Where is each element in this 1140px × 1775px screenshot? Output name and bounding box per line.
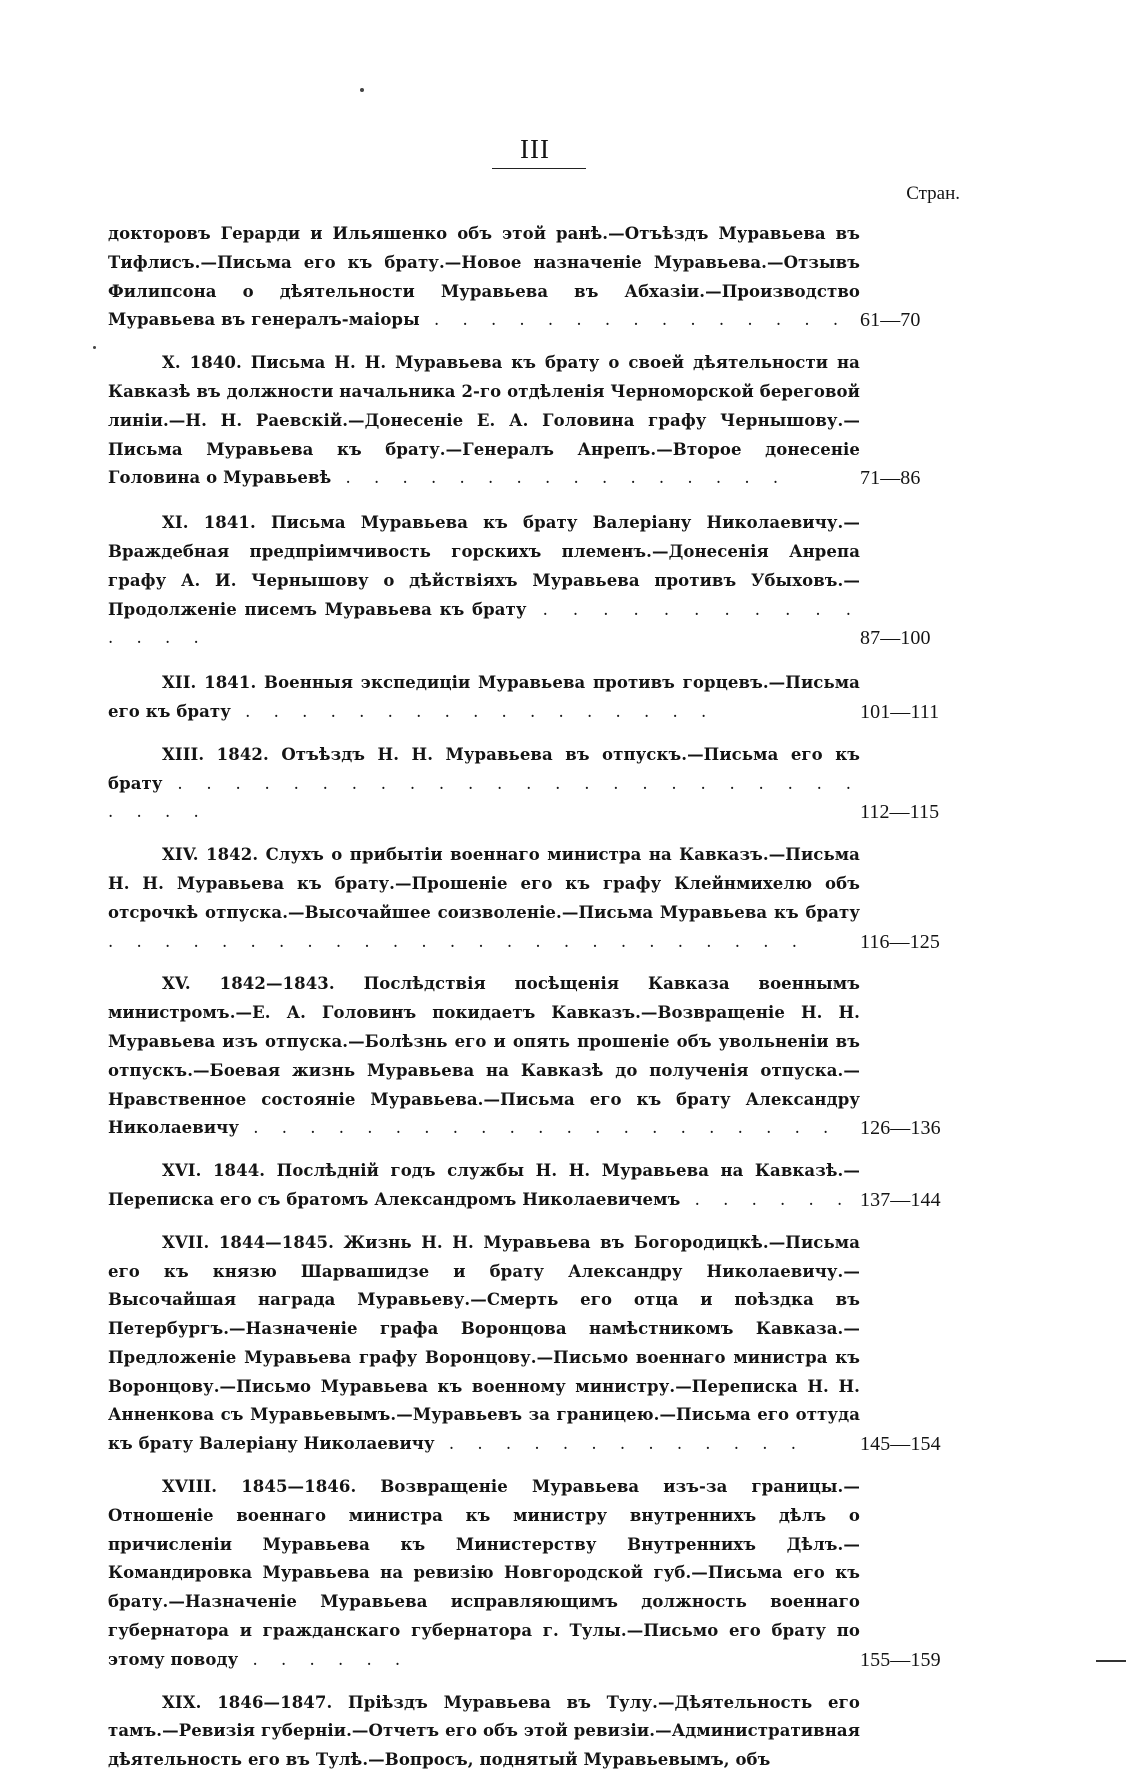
entry-pages: 61—70 <box>860 309 921 332</box>
dot-leader: . . . . . . . . . . . . . . . . . <box>230 701 716 721</box>
dot-leader: . . . . . . . . . . . . . . . <box>419 310 848 330</box>
page-number: III <box>520 134 550 164</box>
chapter-year: 1842. <box>206 845 259 865</box>
chapter-numeral: XVII. <box>162 1232 210 1252</box>
dot-leader: . . . . . . <box>238 1649 410 1669</box>
chapter-year: 1844. <box>212 1161 266 1181</box>
chapter-numeral: XVIII. <box>162 1477 218 1497</box>
scan-speck <box>360 88 364 92</box>
entry-text: Письма Муравьева къ брату Валеріану Николаевичу.—Враждебная предпріимчивость горскихъ племенъ.—Донесенія Анрепа графу А. И. Чернышову о дѣйствіяхъ Муравьева противъ Убыховъ.—Продолженіе писемъ Муравьева къ брату <box>108 513 860 619</box>
toc-entry <box>108 970 960 1143</box>
chapter-year: 1841. <box>203 513 256 533</box>
entry-text: Письма Н. Н. Муравьева къ брату о своей дѣятельности на Кавказѣ въ должности начальника 2-го отдѣленія Черноморской береговой линіи.—Н. Н. Раевскій.—Донесеніе Е. А. Головина графу Чернышову.—Письма Муравьева къ брату.—Генералъ Анрепъ.—Второе донесеніе Головина о Муравьевѣ <box>108 353 860 488</box>
entry-text: Послѣдствія посѣщенія Кавказа военнымъ министромъ.—Е. А. Головинъ покидаетъ Кавказъ.—Возвращеніе Н. Н. Муравьева изъ отпуска.—Болѣзнь его и опять прошеніе объ увольненіи въ отпускъ.—Боевая жизнь Муравьева на Кавказѣ до полученія отпуска.—Нравственное состояніе Муравьева.—Письма его къ брату Александру Николаевичу <box>108 974 860 1138</box>
chapter-year: 1842. <box>216 744 269 764</box>
entry-pages: 71—86 <box>860 467 921 490</box>
entry-text: Пріѣздъ Муравьева въ Тулу.—Дѣятельность его тамъ.—Ревизія губерніи.—Отчетъ его объ этой ревизіи.—Административная дѣятельность его въ Тулѣ.—Вопросъ, поднятый Муравьевымъ, объ <box>108 1692 860 1770</box>
entry-text: Возвращеніе Муравьева изъ-за границы.—Отношеніе военнаго министра къ министру внутреннихъ дѣлъ о причисленіи Муравьева къ Министерству Внутреннихъ Дѣлъ.—Командировка Муравьева на ревизію Новгородской губ.—Письма его къ брату.—Назначеніе Муравьева исправляющимъ должность военнаго губернатора и гражданскаго губернатора г. Тулы.—Письмо его брату по этому поводу <box>108 1477 860 1669</box>
chapter-year: 1840. <box>189 353 242 373</box>
entry-text: Военныя экспедиціи Муравьева противъ горцевъ.—Письма его къ брату <box>108 673 860 721</box>
entry-pages: 112—115 <box>860 801 940 824</box>
entry-text: Отъѣздъ Н. Н. Муравьева въ отпускъ.—Письма его къ брату <box>108 744 860 793</box>
dot-leader: . . . . . . . . . . . . . . . . <box>331 468 788 488</box>
toc-entry <box>108 1157 960 1215</box>
chapter-year: 1846—1847. <box>217 1692 333 1712</box>
scan-speck <box>93 346 96 349</box>
toc-entry <box>108 220 960 335</box>
toc-entry <box>108 1473 960 1675</box>
entry-pages: 126—136 <box>860 1117 941 1140</box>
toc-entry <box>108 509 960 653</box>
entry-text: Послѣдній годъ службы Н. Н. Муравьева на Кавказѣ.—Переписка его съ братомъ Александромъ Николаевичемъ <box>108 1161 860 1209</box>
entry-pages: 155—159 <box>860 1648 941 1671</box>
scan-edge-mark <box>1096 1660 1126 1662</box>
toc-entry <box>108 349 960 493</box>
toc-entry <box>108 1689 960 1775</box>
dot-leader: . . . . . . . . . . . . . . . <box>108 599 860 648</box>
chapter-numeral: XVI. <box>162 1161 202 1181</box>
entry-text: Слухъ о прибытіи военнаго министра на Кавказъ.—Письма Н. Н. Муравьева къ брату.—Прошеніе его къ графу Клейнмихелю объ отсрочкѣ отпуска.—Высочайшее соизволеніе.—Письма Муравьева къ брату <box>108 845 860 922</box>
entry-text: докторовъ Герарди и Ильяшенко объ этой ранѣ.—Отъѣздъ Муравьева въ Тифлисъ.—Письма его къ брату.—Новое назначеніе Муравьева.—Отзывъ Филипсона о дѣятельности Муравьева въ Абхазіи.—Производство Муравьева въ генералъ-маіоры <box>108 224 860 330</box>
toc-entry <box>108 669 960 727</box>
chapter-year: 1844—1845. <box>218 1232 334 1252</box>
header-rule <box>492 168 586 169</box>
dot-leader: . . . . . . . . . . . . . . . . . . . . . . . . . . . . <box>108 773 860 822</box>
toc-entry <box>108 741 960 827</box>
toc-entry <box>108 841 960 956</box>
table-of-contents <box>108 220 960 1775</box>
pages-column-header: Стран. <box>906 183 960 204</box>
entry-pages: 87—100 <box>860 627 931 650</box>
chapter-numeral: XI. <box>162 513 189 533</box>
chapter-numeral: XIV. <box>162 845 199 865</box>
entry-pages: 101—111 <box>860 700 940 723</box>
entry-pages: 137—144 <box>860 1188 941 1211</box>
entry-pages: 116—125 <box>860 930 940 953</box>
dot-leader: . . . . . . . . . . . . . . . . . . . . . <box>239 1118 838 1138</box>
chapter-numeral: XIX. <box>162 1692 202 1712</box>
chapter-year: 1845—1846. <box>241 1477 357 1497</box>
chapter-numeral: XIII. <box>162 744 205 764</box>
dot-leader: . . . . . . . . . . . . . <box>434 1434 806 1454</box>
chapter-year: 1841. <box>204 673 257 693</box>
chapter-numeral: XV. <box>162 974 191 994</box>
dot-leader: . . . . . . <box>680 1189 852 1209</box>
chapter-year: 1842—1843. <box>219 974 335 994</box>
toc-entry <box>108 1229 960 1459</box>
dot-leader: . . . . . . . . . . . . . . . . . . . . . . . . . <box>108 931 806 951</box>
chapter-numeral: XII. <box>162 673 197 693</box>
entry-text: Жизнь Н. Н. Муравьева въ Богородицкѣ.—Письма его къ князю Шарвашидзе и брату Александру Николаевичу.—Высочайшая награда Муравьеву.—Смерть его отца и поѣздка въ Петербургъ.—Назначеніе графа Воронцова намѣстникомъ Кавказа.—Предложеніе Муравьева графу Воронцову.—Письмо военнаго министра къ Воронцову.—Письмо Муравьева къ военному министру.—Переписка Н. Н. Анненкова съ Муравьевымъ.—Муравьевъ за границею.—Письма его оттуда къ брату Валеріану Николаевичу <box>108 1232 860 1454</box>
chapter-numeral: X. <box>162 353 181 373</box>
entry-pages: 145—154 <box>860 1433 941 1456</box>
